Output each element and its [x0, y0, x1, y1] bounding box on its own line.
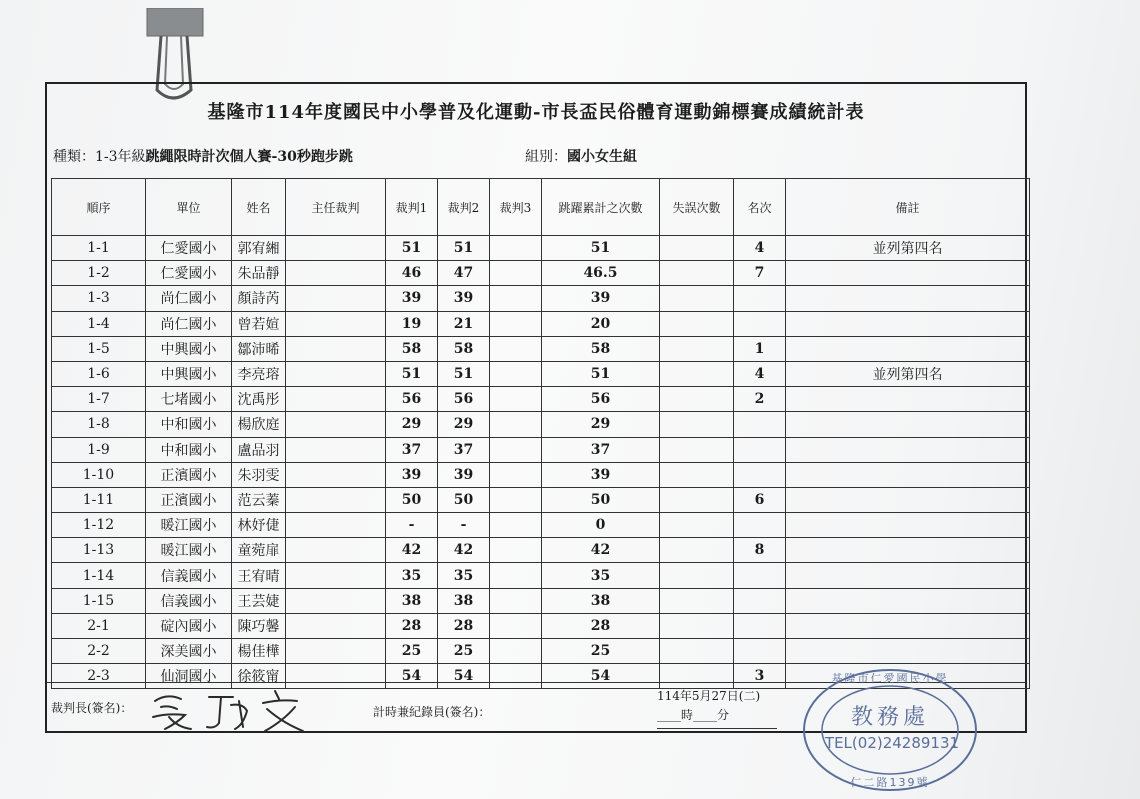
note-cell	[786, 412, 1030, 437]
judge1-cell: 56	[386, 387, 438, 412]
note-cell	[786, 437, 1030, 462]
chief-judge-cell	[286, 538, 386, 563]
table-row	[52, 563, 1030, 588]
unit-cell: 信義國小	[146, 588, 232, 613]
results-table	[51, 178, 1030, 689]
judge3-cell	[490, 563, 542, 588]
judge3-cell	[490, 361, 542, 386]
errors-cell	[660, 588, 734, 613]
chief-judge-cell	[286, 286, 386, 311]
office-seal-stamp	[800, 666, 980, 794]
event-group-value: 國小女生組	[567, 149, 637, 165]
note-cell	[786, 462, 1030, 487]
col-header-chief-judge: 主任裁判	[286, 179, 386, 236]
table-row	[52, 336, 1030, 361]
event-kind	[53, 146, 353, 166]
rank-cell	[734, 588, 786, 613]
rank-cell: 1	[734, 336, 786, 361]
table-row	[52, 513, 1030, 538]
judge2-cell: 47	[438, 261, 490, 286]
judge3-cell	[490, 236, 542, 261]
judge1-cell: 58	[386, 336, 438, 361]
errors-cell	[660, 361, 734, 386]
total-cell: 42	[542, 538, 660, 563]
date-line: 114年5月27日(二)	[657, 689, 761, 703]
order-cell: 1-13	[52, 538, 146, 563]
errors-cell	[660, 437, 734, 462]
name-cell: 范云蓁	[232, 487, 286, 512]
table-row	[52, 487, 1030, 512]
rank-cell	[734, 286, 786, 311]
col-header-rank: 名次	[734, 179, 786, 236]
col-header-unit: 單位	[146, 179, 232, 236]
note-cell	[786, 311, 1030, 336]
rank-cell: 4	[734, 236, 786, 261]
table-row	[52, 462, 1030, 487]
order-cell: 1-10	[52, 462, 146, 487]
judge3-cell	[490, 462, 542, 487]
chief-judge-cell	[286, 236, 386, 261]
unit-cell: 暖江國小	[146, 538, 232, 563]
judge1-cell: 39	[386, 462, 438, 487]
judge1-cell: 25	[386, 639, 438, 664]
name-cell: 王宥晴	[232, 563, 286, 588]
judge1-cell: 50	[386, 487, 438, 512]
judge3-cell	[490, 487, 542, 512]
judge1-cell: 28	[386, 613, 438, 638]
judge1-cell: 54	[386, 664, 438, 689]
judge1-cell: 19	[386, 311, 438, 336]
chief-judge-cell	[286, 487, 386, 512]
table-row	[52, 588, 1030, 613]
name-cell: 李亮瑢	[232, 361, 286, 386]
total-cell: 50	[542, 487, 660, 512]
unit-cell: 尚仁國小	[146, 286, 232, 311]
svg-text:教務處: 教務處	[850, 705, 930, 730]
judge3-cell	[490, 437, 542, 462]
judge3-cell	[490, 261, 542, 286]
judge2-cell: 51	[438, 361, 490, 386]
rank-cell	[734, 513, 786, 538]
table-row	[52, 236, 1030, 261]
errors-cell	[660, 563, 734, 588]
table-row	[52, 437, 1030, 462]
judge2-cell: 56	[438, 387, 490, 412]
table-row	[52, 361, 1030, 386]
rank-cell: 8	[734, 538, 786, 563]
total-cell: 38	[542, 588, 660, 613]
svg-text:基隆市仁愛國民小學: 基隆市仁愛國民小學	[831, 672, 949, 685]
total-cell: 28	[542, 613, 660, 638]
chief-judge-cell	[286, 437, 386, 462]
time-line: ____時____分	[657, 708, 730, 722]
note-cell	[786, 588, 1030, 613]
name-cell: 徐筱甯	[232, 664, 286, 689]
name-cell: 童菀扉	[232, 538, 286, 563]
judge1-cell: 37	[386, 437, 438, 462]
judge2-cell: 28	[438, 613, 490, 638]
rank-cell: 7	[734, 261, 786, 286]
total-cell: 25	[542, 639, 660, 664]
order-cell: 2-3	[52, 664, 146, 689]
judge2-cell: 21	[438, 311, 490, 336]
unit-cell: 七堵國小	[146, 387, 232, 412]
chief-judge-cell	[286, 336, 386, 361]
note-cell	[786, 487, 1030, 512]
name-cell: 沈禹彤	[232, 387, 286, 412]
event-group	[525, 146, 637, 166]
judge3-cell	[490, 336, 542, 361]
rank-cell: 4	[734, 361, 786, 386]
order-cell: 2-1	[52, 613, 146, 638]
unit-cell: 暖江國小	[146, 513, 232, 538]
total-cell: 51	[542, 236, 660, 261]
judge1-cell: 42	[386, 538, 438, 563]
col-header-judge1: 裁判1	[386, 179, 438, 236]
chief-judge-cell	[286, 311, 386, 336]
errors-cell	[660, 513, 734, 538]
rank-cell	[734, 437, 786, 462]
judge1-cell: -	[386, 513, 438, 538]
recorder-signature-label: 計時兼紀錄員(簽名)：	[373, 705, 491, 719]
order-cell: 1-5	[52, 336, 146, 361]
order-cell: 1-6	[52, 361, 146, 386]
chief-judge-cell	[286, 261, 386, 286]
name-cell: 顏詩芮	[232, 286, 286, 311]
name-cell: 楊欣庭	[232, 412, 286, 437]
errors-cell	[660, 261, 734, 286]
col-header-judge3: 裁判3	[490, 179, 542, 236]
judge2-cell: 25	[438, 639, 490, 664]
errors-cell	[660, 613, 734, 638]
handwritten-signature	[147, 687, 337, 733]
order-cell: 1-9	[52, 437, 146, 462]
unit-cell: 中興國小	[146, 361, 232, 386]
errors-cell	[660, 336, 734, 361]
page-title: 基隆市114年度國民中小學普及化運動-市長盃民俗體育運動錦標賽成績統計表	[207, 102, 865, 123]
col-header-judge2: 裁判2	[438, 179, 490, 236]
judge2-cell: 29	[438, 412, 490, 437]
judge3-cell	[490, 286, 542, 311]
judge2-cell: 38	[438, 588, 490, 613]
errors-cell	[660, 487, 734, 512]
note-cell	[786, 563, 1030, 588]
name-cell: 鄒沛晞	[232, 336, 286, 361]
order-cell: 2-2	[52, 639, 146, 664]
judge1-cell: 35	[386, 563, 438, 588]
judge1-cell: 46	[386, 261, 438, 286]
judge2-cell: 39	[438, 286, 490, 311]
svg-text:TEL(02)24289131: TEL(02)24289131	[824, 734, 960, 752]
judge3-cell	[490, 412, 542, 437]
unit-cell: 仙洞國小	[146, 664, 232, 689]
order-cell: 1-12	[52, 513, 146, 538]
chief-judge-cell	[286, 513, 386, 538]
note-cell	[786, 513, 1030, 538]
judge3-cell	[490, 387, 542, 412]
svg-text:仁二路139號: 仁二路139號	[850, 776, 930, 789]
order-cell: 1-3	[52, 286, 146, 311]
order-cell: 1-2	[52, 261, 146, 286]
order-cell: 1-7	[52, 387, 146, 412]
errors-cell	[660, 412, 734, 437]
name-cell: 朱品靜	[232, 261, 286, 286]
table-row	[52, 286, 1030, 311]
table-row	[52, 613, 1030, 638]
judge3-cell	[490, 588, 542, 613]
total-cell: 37	[542, 437, 660, 462]
judge2-cell: 37	[438, 437, 490, 462]
errors-cell	[660, 462, 734, 487]
event-kind-label: 種類：1-3年級	[53, 149, 146, 165]
errors-cell	[660, 538, 734, 563]
total-cell: 39	[542, 286, 660, 311]
date-stamp-text	[657, 687, 760, 725]
total-cell: 56	[542, 387, 660, 412]
col-header-total: 跳躍累計之次數	[542, 179, 660, 236]
name-cell: 曾若媗	[232, 311, 286, 336]
col-header-order: 順序	[52, 179, 146, 236]
judge1-cell: 51	[386, 361, 438, 386]
note-cell: 並列第四名	[786, 236, 1030, 261]
order-cell: 1-14	[52, 563, 146, 588]
note-cell	[786, 639, 1030, 664]
total-cell: 39	[542, 462, 660, 487]
judge2-cell: 51	[438, 236, 490, 261]
table-row	[52, 412, 1030, 437]
rank-cell	[734, 311, 786, 336]
unit-cell: 中和國小	[146, 412, 232, 437]
rank-cell	[734, 412, 786, 437]
table-row	[52, 538, 1030, 563]
table-row	[52, 311, 1030, 336]
judge1-cell: 29	[386, 412, 438, 437]
note-cell	[786, 286, 1030, 311]
chief-judge-cell	[286, 563, 386, 588]
name-cell: 王芸婕	[232, 588, 286, 613]
judge3-cell	[490, 513, 542, 538]
unit-cell: 正濱國小	[146, 487, 232, 512]
judge3-cell	[490, 639, 542, 664]
judge2-cell: 35	[438, 563, 490, 588]
judge2-cell: 54	[438, 664, 490, 689]
chief-judge-cell	[286, 361, 386, 386]
results-sheet	[45, 82, 1027, 733]
unit-cell: 仁愛國小	[146, 261, 232, 286]
order-cell: 1-1	[52, 236, 146, 261]
table-row	[52, 387, 1030, 412]
table-row	[52, 639, 1030, 664]
order-cell: 1-15	[52, 588, 146, 613]
judge3-cell	[490, 538, 542, 563]
name-cell: 楊佳樺	[232, 639, 286, 664]
unit-cell: 碇內國小	[146, 613, 232, 638]
event-kind-value: 跳繩限時計次個人賽-30秒跑步跳	[145, 149, 353, 165]
note-cell	[786, 261, 1030, 286]
judge1-cell: 39	[386, 286, 438, 311]
rank-cell: 2	[734, 387, 786, 412]
col-header-note: 備註	[786, 179, 1030, 236]
total-cell: 20	[542, 311, 660, 336]
judge3-cell	[490, 613, 542, 638]
header-row	[52, 179, 1030, 236]
rank-cell	[734, 639, 786, 664]
errors-cell	[660, 236, 734, 261]
note-cell	[786, 336, 1030, 361]
unit-cell: 信義國小	[146, 563, 232, 588]
total-cell: 51	[542, 361, 660, 386]
chief-judge-signature-label: 裁判長(簽名)：	[51, 701, 133, 715]
name-cell: 郭宥緗	[232, 236, 286, 261]
name-cell: 陳巧馨	[232, 613, 286, 638]
unit-cell: 尚仁國小	[146, 311, 232, 336]
unit-cell: 中興國小	[146, 336, 232, 361]
col-header-name: 姓名	[232, 179, 286, 236]
note-cell	[786, 538, 1030, 563]
order-cell: 1-11	[52, 487, 146, 512]
total-cell: 58	[542, 336, 660, 361]
errors-cell	[660, 286, 734, 311]
note-cell: 並列第四名	[786, 361, 1030, 386]
judge1-cell: 38	[386, 588, 438, 613]
judge2-cell: 50	[438, 487, 490, 512]
name-cell: 盧品羽	[232, 437, 286, 462]
date-underline	[657, 728, 777, 729]
rank-cell: 3	[734, 664, 786, 689]
chief-judge-cell	[286, 639, 386, 664]
rank-cell: 6	[734, 487, 786, 512]
note-cell	[786, 387, 1030, 412]
name-cell: 林妤倢	[232, 513, 286, 538]
table-row	[52, 261, 1030, 286]
unit-cell: 仁愛國小	[146, 236, 232, 261]
chief-judge-cell	[286, 462, 386, 487]
total-cell: 35	[542, 563, 660, 588]
total-cell: 29	[542, 412, 660, 437]
rank-cell	[734, 563, 786, 588]
unit-cell: 正濱國小	[146, 462, 232, 487]
event-group-label: 組別：	[525, 149, 567, 165]
chief-judge-cell	[286, 412, 386, 437]
total-cell: 46.5	[542, 261, 660, 286]
judge2-cell: 58	[438, 336, 490, 361]
judge1-cell: 51	[386, 236, 438, 261]
unit-cell: 深美國小	[146, 639, 232, 664]
chief-judge-cell	[286, 588, 386, 613]
judge2-cell: 39	[438, 462, 490, 487]
order-cell: 1-8	[52, 412, 146, 437]
rank-cell	[734, 613, 786, 638]
total-cell: 54	[542, 664, 660, 689]
name-cell: 朱羽雯	[232, 462, 286, 487]
judge3-cell	[490, 311, 542, 336]
errors-cell	[660, 639, 734, 664]
rank-cell	[734, 462, 786, 487]
errors-cell	[660, 387, 734, 412]
total-cell: 0	[542, 513, 660, 538]
chief-judge-cell	[286, 613, 386, 638]
unit-cell: 中和國小	[146, 437, 232, 462]
order-cell: 1-4	[52, 311, 146, 336]
errors-cell	[660, 311, 734, 336]
chief-judge-cell	[286, 387, 386, 412]
note-cell	[786, 613, 1030, 638]
col-header-errors: 失誤次數	[660, 179, 734, 236]
judge2-cell: -	[438, 513, 490, 538]
judge2-cell: 42	[438, 538, 490, 563]
